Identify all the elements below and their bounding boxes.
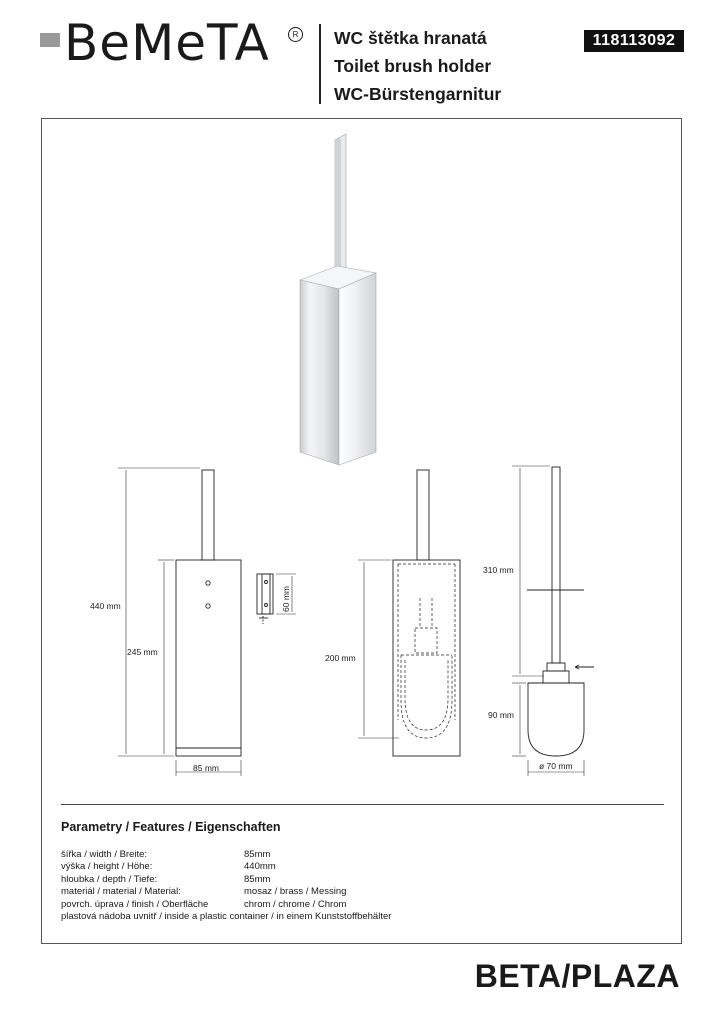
section-view [393,470,460,756]
dim-head-height: 90 mm [488,710,514,720]
param-value: 440mm [244,861,276,873]
param-value: chrom / chrome / Chrom [244,898,347,910]
title-de: WC-Bürstengarnitur [334,84,502,104]
param-label: materiál / material / Material: [61,886,181,898]
series-name: BETA/PLAZA [474,958,680,994]
param-label: šířka / width / Breite: [61,849,148,860]
parameters-heading: Parametry / Features / Eigenschaften [61,820,281,834]
dim-holder-height: 245 mm [127,647,158,657]
product-code-badge: 118113092 [584,30,684,52]
dim-head-diameter: ø 70 mm [539,761,573,771]
param-value: mosaz / brass / Messing [244,886,347,898]
param-value: 85mm [244,873,271,885]
dim-container-height: 200 mm [325,653,356,663]
param-value: 85mm [244,849,271,860]
brand-logo: BeMeTA [64,14,270,72]
brush-view [527,467,594,756]
param-label: výška / height / Höhe: [61,861,153,873]
front-view [176,470,273,756]
product-render [300,134,376,465]
dim-total-height: 440 mm [90,601,121,611]
param-label: povrch. úprava / finish / Oberfläche [61,898,209,910]
param-label: plastová nádoba uvnitř / inside a plastic container / in einem Kunststoffbehälter [61,910,392,922]
title-en: Toilet brush holder [334,56,492,76]
dim-handle-length: 310 mm [483,565,514,575]
registered-mark: R [288,27,303,42]
dim-bracket-height: 60 mm [281,586,291,612]
section-divider [61,804,664,805]
dim-width: 85 mm [193,763,219,773]
title-cz: WC štětka hranatá [334,28,487,48]
param-label: hloubka / depth / Tiefe: [61,873,158,885]
